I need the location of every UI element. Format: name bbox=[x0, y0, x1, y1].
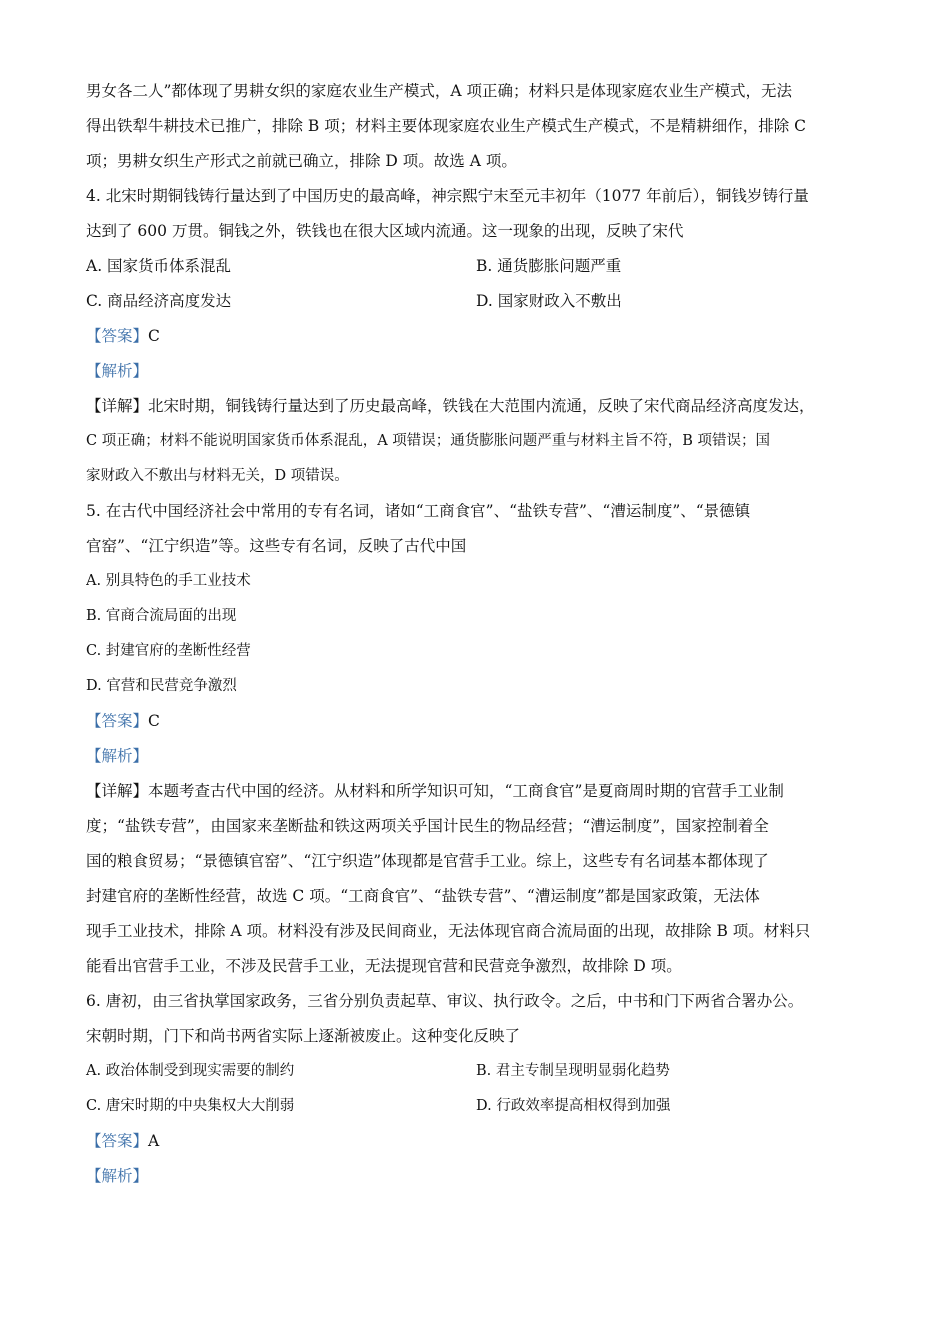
option-a: A. 国家货币体系混乱 bbox=[86, 257, 232, 275]
answer-tag: 【答案】 bbox=[86, 327, 149, 345]
answer-line bbox=[86, 1124, 866, 1159]
detail-tag: 【详解】 bbox=[86, 782, 149, 800]
text-line: 男女各二人”都体现了男耕女织的家庭农业生产模式，A 项正确；材料只是体现家庭农业生产模式，无法 bbox=[86, 82, 793, 100]
analysis-line bbox=[86, 739, 866, 774]
options-row bbox=[86, 284, 866, 319]
analysis-tag: 【解析】 bbox=[86, 747, 149, 765]
answer-line bbox=[86, 319, 866, 354]
detail-line bbox=[86, 389, 866, 424]
analysis-line bbox=[86, 354, 866, 389]
detail-line: 能看出官营手工业，不涉及民营手工业，无法提现官营和民营竞争激烈，故排除 D 项。 bbox=[86, 957, 682, 975]
question-4 bbox=[86, 179, 866, 494]
answer-tag: 【答案】 bbox=[86, 712, 149, 730]
options-row bbox=[86, 1089, 866, 1124]
option-c: C. 唐宋时期的中央集权大大削弱 bbox=[86, 1098, 295, 1114]
question-6 bbox=[86, 984, 866, 1194]
text-line: 项；男耕女织生产形式之前就已确立，排除 D 项。故选 A 项。 bbox=[86, 152, 517, 170]
option-d: D. 国家财政入不敷出 bbox=[476, 292, 622, 310]
option-d: D. 官营和民营竞争激烈 bbox=[86, 678, 237, 694]
document-page bbox=[86, 74, 866, 1194]
detail-text: 本题考查古代中国的经济。从材料和所学知识可知，“工商食官”是夏商周时期的官营手工业制 bbox=[148, 782, 784, 800]
answer-value: C bbox=[148, 712, 160, 730]
option-b: B. 通货膨胀问题严重 bbox=[476, 257, 622, 275]
text-line: 得出铁犁牛耕技术已推广，排除 B 项；材料主要体现家庭农业生产模式生产模式，不是精耕细作，排除 C bbox=[86, 117, 807, 135]
answer-value: A bbox=[148, 1132, 160, 1150]
option-c: C. 商品经济高度发达 bbox=[86, 292, 232, 310]
question-stem-line: 4. 北宋时期铜钱铸行量达到了中国历史的最高峰，神宗熙宁末至元丰初年（1077 年前后），铜钱岁铸行量 bbox=[86, 187, 809, 205]
analysis-tag: 【解析】 bbox=[86, 1167, 149, 1185]
detail-line: 度；“盐铁专营”，由国家来垄断盐和铁这两项关乎国计民生的物品经营；“漕运制度”，国家控制着全 bbox=[86, 817, 769, 835]
detail-line: 封建官府的垄断性经营，故选 C 项。“工商食官”、“盐铁专营”、“漕运制度”都是国家政策，无法体 bbox=[86, 887, 760, 905]
detail-line: 现手工业技术，排除 A 项。材料没有涉及民间商业，无法体现官商合流局面的出现，故排除 B 项。材料只 bbox=[86, 922, 811, 940]
detail-line: 家财政入不敷出与材料无关，D 项错误。 bbox=[86, 468, 349, 484]
options-row bbox=[86, 249, 866, 284]
question-stem-line: 5. 在古代中国经济社会中常用的专有名词，诸如“工商食官”、“盐铁专营”、“漕运制度”、“景德镇 bbox=[86, 502, 751, 520]
answer-value: C bbox=[148, 327, 160, 345]
analysis-tag: 【解析】 bbox=[86, 362, 149, 380]
question-5 bbox=[86, 494, 866, 984]
detail-text: 北宋时期，铜钱铸行量达到了历史最高峰，铁钱在大范围内流通，反映了宋代商品经济高度发达， bbox=[148, 397, 815, 415]
option-a: A. 别具特色的手工业技术 bbox=[86, 573, 251, 589]
option-b: B. 官商合流局面的出现 bbox=[86, 608, 237, 624]
detail-line: 国的粮食贸易；“景德镇官窑”、“江宁织造”体现都是官营手工业。综上，这些专有名词基本都体现了 bbox=[86, 852, 769, 870]
question-stem-line: 宋朝时期，门下和尚书两省实际上逐渐被废止。这种变化反映了 bbox=[86, 1027, 521, 1045]
detail-line: C 项正确；材料不能说明国家货币体系混乱，A 项错误；通货膨胀问题严重与材料主旨不符，B 项错误；国 bbox=[86, 433, 771, 449]
answer-tag: 【答案】 bbox=[86, 1132, 149, 1150]
answer-line bbox=[86, 704, 866, 739]
option-a: A. 政治体制受到现实需要的制约 bbox=[86, 1063, 295, 1079]
option-d: D. 行政效率提高相权得到加强 bbox=[476, 1098, 671, 1114]
question-stem-line: 达到了 600 万贯。铜钱之外，铁钱也在很大区域内流通。这一现象的出现，反映了宋代 bbox=[86, 222, 684, 240]
detail-tag: 【详解】 bbox=[86, 397, 149, 415]
option-b: B. 君主专制呈现明显弱化趋势 bbox=[476, 1063, 670, 1079]
question-stem-line: 官窑”、“江宁织造”等。这些专有名词，反映了古代中国 bbox=[86, 537, 467, 555]
analysis-line bbox=[86, 1159, 866, 1194]
detail-line bbox=[86, 774, 866, 809]
q3-explanation-tail bbox=[86, 74, 866, 179]
options-row bbox=[86, 1054, 866, 1089]
option-c: C. 封建官府的垄断性经营 bbox=[86, 643, 251, 659]
question-stem-line: 6. 唐初，由三省执掌国家政务，三省分别负责起草、审议、执行政令。之后，中书和门下两省合署办公。 bbox=[86, 992, 804, 1010]
